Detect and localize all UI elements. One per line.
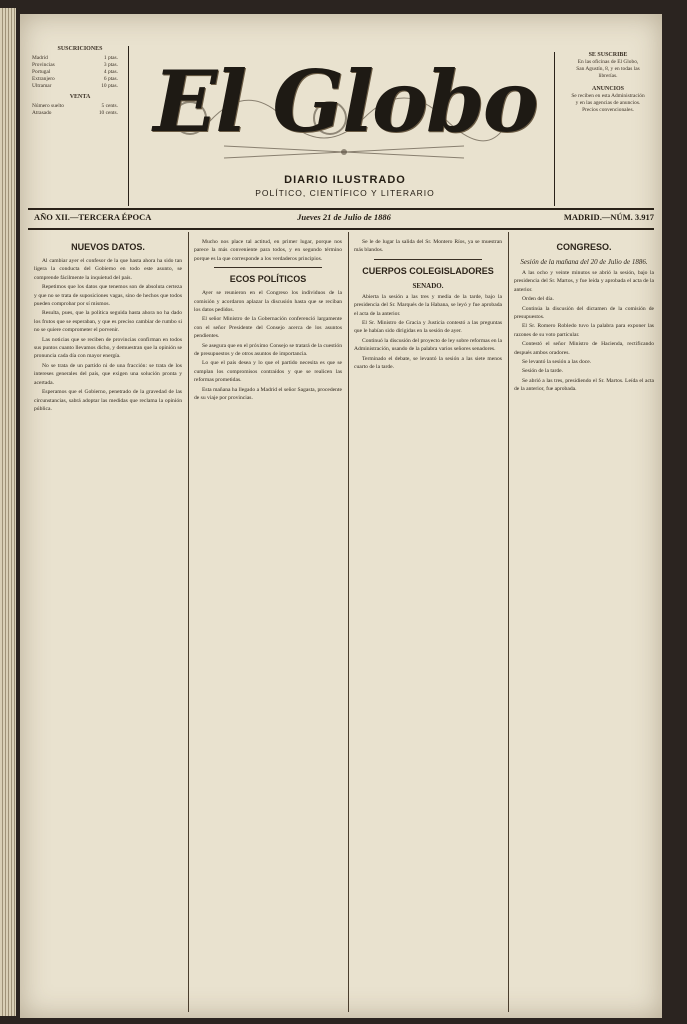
column-2-heading: ECOS POLÍTICOS: [229, 274, 307, 285]
price-row: [32, 62, 118, 69]
article-paragraph: Al cambiar ayer el confesor de la que hasta ahora ha sido tan ligera la conducta del Gobierno en todo este asunto, se comprende fácilmente la inquietud del país.: [34, 258, 182, 281]
column-4-body: [514, 269, 654, 394]
price-value: 4 ptas.: [103, 69, 118, 75]
price-label: Madrid: [32, 55, 48, 61]
price-row: [32, 103, 118, 110]
subscribe-box-border: [554, 52, 555, 206]
subscriptions-title: SUSCRICIONES: [57, 46, 103, 52]
masthead: [150, 52, 540, 198]
column-3-subheading: SENADO.: [412, 281, 444, 290]
column-1: [34, 238, 182, 414]
subscriptions-box-border: [128, 46, 129, 206]
price-label: Atrasado: [32, 110, 52, 116]
text-line: librerías.: [598, 73, 618, 79]
article-paragraph: Continúa la discusión del dictamen de la comisión de presupuestos.: [514, 305, 654, 321]
text-line: y en las agencias de anuncios.: [575, 100, 641, 106]
price-label: Número suelto: [32, 103, 64, 109]
ads-lines: [560, 93, 656, 114]
column-4: [514, 238, 654, 395]
column-divider-1: [188, 232, 189, 1012]
article-paragraph: Lo que el país desea y lo que el partido necesita es que se cumplan los compromisos contraídos y que se realicen las reformas prometidas.: [194, 360, 342, 384]
article-paragraph: Esperamos que el Gobierno, penetrado de la gravedad de las circunstancias, sabrá adoptar las medidas que reclama la opinión pública.: [34, 389, 182, 412]
bottom-rule: [28, 228, 654, 230]
text-line: Se reciben en esta Administración: [571, 93, 645, 99]
article-paragraph: Continuó la discusión del proyecto de ley sobre reformas en la Administración, usando de la palabra varios señores senadores.: [354, 337, 502, 353]
edition-label: AÑO XII.—TERCERA ÉPOCA: [34, 212, 152, 222]
article-paragraph: El Sr. Romero Robledo tuvo la palabra para exponer las razones de su voto particular.: [514, 323, 654, 338]
price-row: [32, 76, 118, 83]
article-paragraph: Se levantó la sesión a las doce.: [522, 359, 592, 366]
column-2-body: [194, 289, 342, 402]
column-divider-3: [508, 232, 509, 1012]
price-value: 3 ptas.: [103, 62, 118, 68]
column-2: [194, 238, 342, 404]
page-stack-edge: [0, 8, 16, 1016]
article-paragraph: Sesión de la tarde.: [522, 368, 564, 375]
text-line: San Agustín, 8, y en todas las: [576, 66, 640, 72]
price-row: [32, 69, 118, 76]
article-paragraph: Las noticias que se reciben de provincias confirman en todos sus puntos cuanto llevamos dicho, y demuestran que la opinión se pronuncia cada día con mayor energía.: [34, 336, 182, 360]
column-1-heading: NUEVOS DATOS.: [71, 242, 145, 252]
article-paragraph: Se abrió a las tres, presidiendo el Sr. Martos. Leída el acta de la anterior, fue aprobada.: [514, 377, 654, 393]
text-line: En las oficinas de El Globo,: [577, 59, 639, 65]
sale-title: VENTA: [69, 94, 91, 100]
newspaper-subtitle: DIARIO ILUSTRADO: [284, 174, 406, 186]
article-paragraph: El Sr. Ministro de Gracia y Justicia contestó a las preguntas que le habían sido dirigidas en la sesión de ayer.: [354, 320, 502, 335]
price-value: 10 ptas.: [101, 83, 118, 89]
newspaper-page: [20, 14, 662, 1018]
price-value: 6 ptas.: [103, 76, 118, 82]
article-paragraph: Resulta, pues, que la política seguida hasta ahora no ha dado los frutos que se esperaban, y que es preciso cambiar de rumbo si no se quiere comprometer el porvenir.: [34, 310, 182, 334]
price-label: Provincias: [32, 62, 55, 68]
price-row: [32, 110, 118, 117]
column-3: [354, 238, 502, 372]
article-paragraph: Ayer se reunieron en el Congreso los individuos de la comisión y acordaron aplazar la discusión hasta que se reciban los datos pedidos.: [194, 290, 342, 314]
column-4-heading: CONGRESO.: [556, 242, 612, 252]
subscribe-box: [560, 52, 656, 114]
article-paragraph: Orden del día.: [522, 296, 554, 303]
article-paragraph: Terminado el debate, se levantó la sesión a las siete menos cuarto de la tarde.: [354, 355, 502, 371]
price-label: Portugal: [32, 69, 51, 75]
price-value: 10 cents.: [98, 110, 118, 116]
column-divider-2: [348, 232, 349, 1012]
date-label: Jueves 21 de Julio de 1886: [297, 212, 391, 222]
column-2-separator: [214, 267, 322, 268]
newspaper-title: El Globo: [153, 52, 537, 151]
top-rule: [28, 208, 654, 210]
ads-title: ANUNCIOS: [591, 86, 624, 92]
price-label: Extranjero: [32, 76, 55, 82]
column-3-lead: [354, 238, 502, 255]
article-paragraph: El señor Ministro de la Gobernación conferenció largamente con el señor Presidente del Consejo acerca de los asuntos pendientes.: [194, 316, 342, 340]
price-row: [32, 83, 118, 90]
subscription-rows: [32, 55, 128, 90]
number-label: MADRID.—NÚM. 3.917: [563, 212, 654, 222]
price-value: 5 cents.: [101, 103, 118, 109]
article-paragraph: Abierta la sesión a las tres y media de la tarde, bajo la presidencia del Sr. Marqués de la Habana, se leyó y fue aprobada el acta de la anterior.: [354, 293, 502, 317]
article-paragraph: Repetimos que los datos que tenemos son de absoluta certeza y que no se trata de suposiciones vagas, sino de hechos que todos pueden comprobar por sí mismos.: [34, 284, 182, 308]
price-row: [32, 55, 118, 62]
dateline: [34, 212, 654, 226]
column-3-heading: CUERPOS COLEGISLADORES: [362, 265, 494, 276]
sale-rows: [32, 103, 128, 117]
subscriptions-box: [32, 46, 128, 117]
newspaper-tagline: POLÍTICO, CIENTÍFICO Y LITERARIO: [255, 188, 435, 198]
article-paragraph: Contestó el señor Ministro de Hacienda, rectificando después ambos oradores.: [514, 341, 654, 356]
subscribe-title: SE SUSCRIBE: [588, 52, 628, 58]
article-paragraph: Se le de lugar la salida del Sr. Montero Ríos, ya se muestran más blandos.: [354, 239, 502, 254]
text-line: Precios convencionales.: [582, 107, 634, 113]
article-paragraph: Esta mañana ha llegado a Madrid el señor Sagasta, procedente de su viaje por provincias.: [194, 386, 342, 402]
article-paragraph: No se trata de un partido ni de una fracción: se trata de los intereses generales del país, que exigen una solución pronta y acertada.: [34, 362, 182, 386]
article-paragraph: Mucho nos place tal actitud, en primer lugar, porque nos parece la más conveniente para todos, y en segundo término porque es la que corresponde a los verdaderos principios.: [194, 239, 342, 262]
column-3-body: [354, 293, 502, 372]
column-4-subheading: Sesión de la mañana del 20 de Julio de 1886.: [520, 258, 648, 266]
column-1-body: [34, 257, 182, 413]
subscribe-lines: [560, 59, 656, 80]
article-paragraph: Se asegura que en el próximo Consejo se tratará de la cuestión de presupuestos y de otros asuntos de importancia.: [194, 342, 342, 358]
price-label: Ultramar: [32, 83, 52, 89]
price-value: 1 ptas.: [103, 55, 118, 61]
column-2-lead: [194, 238, 342, 263]
article-paragraph: A las ocho y veinte minutos se abrió la sesión, bajo la presidencia del Sr. Martos, y fue leída y aprobada el acta de la anterior.: [514, 270, 654, 293]
column-3-separator: [374, 259, 482, 260]
